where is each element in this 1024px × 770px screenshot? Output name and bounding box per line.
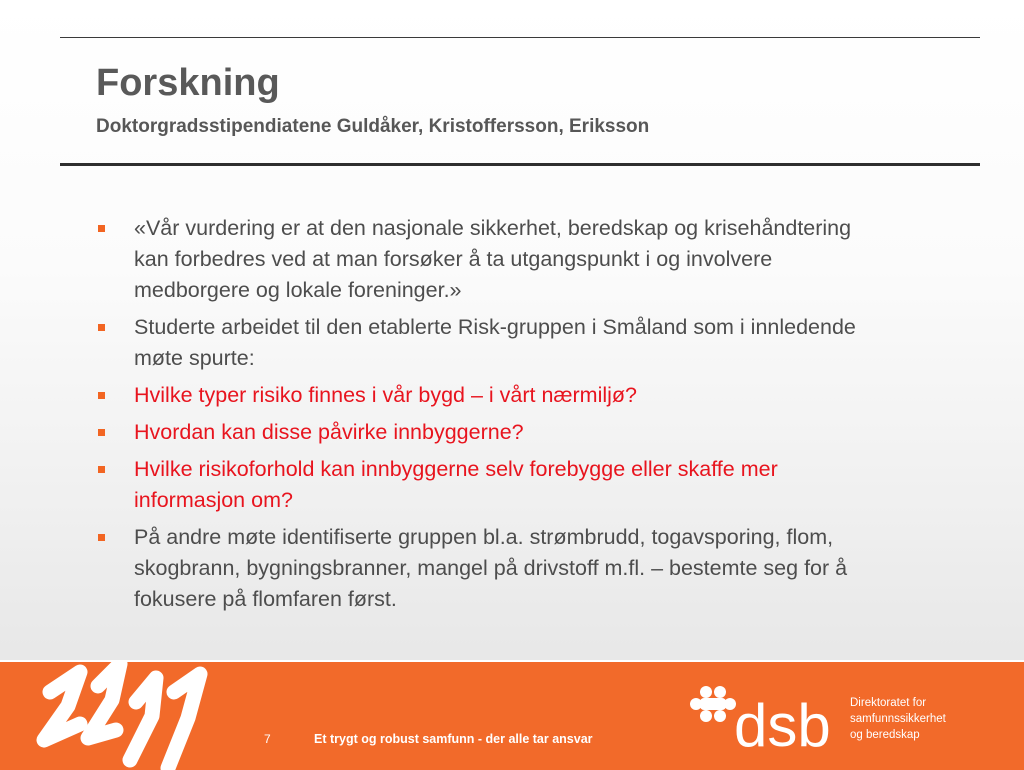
bullet-text: På andre møte identifiserte gruppen bl.a. strømbrudd, togavsporing, flom, skogbrann, bygningsbranner, mangel på drivstoff m.fl. – bestemte seg for å fokusere på flomfaren først. xyxy=(134,525,848,611)
bullet-item xyxy=(96,522,886,615)
bullet-text: «Vår vurdering er at den nasjonale sikkerhet, beredskap og krisehåndtering kan forbedres ved at man forsøker å ta utgangspunkt i og involvere medborgere og lokale foreninger.» xyxy=(134,216,852,302)
dsb-tagline-line: Direktoratet for xyxy=(850,697,927,709)
page-title: Forskning xyxy=(96,62,280,104)
dsb-wordmark: dsb xyxy=(734,692,831,754)
bullet-marker-icon xyxy=(98,429,105,436)
dsb-logo-icon xyxy=(682,674,842,754)
bullet-marker-icon xyxy=(98,324,105,331)
bullet-item xyxy=(96,454,886,516)
dsb-tagline-line: og beredskap xyxy=(850,729,920,741)
bullet-text: Studerte arbeidet til den etablerte Risk-gruppen i Småland som i innledende møte spurte: xyxy=(134,315,856,370)
dsb-tagline-line: samfunnssikkerhet xyxy=(850,713,946,725)
bullet-list xyxy=(96,213,886,621)
footer-slogan: Et trygt og robust samfunn - der alle tar ansvar xyxy=(314,732,593,746)
bullet-marker-icon xyxy=(98,392,105,399)
bullet-item xyxy=(96,312,886,374)
dsb-tagline xyxy=(850,695,990,743)
bullet-item xyxy=(96,380,886,411)
bullet-text: Hvilke risikoforhold kan innbyggerne selv forebygge eller skaffe mer informasjon om? xyxy=(134,457,778,512)
page-number: 7 xyxy=(264,732,271,746)
bullet-marker-icon xyxy=(98,466,105,473)
footer-bar xyxy=(0,660,1024,770)
bullet-text: Hvilke typer risiko finnes i vår bygd – i vårt nærmiljø? xyxy=(134,383,638,407)
title-divider xyxy=(60,163,980,166)
bullet-item xyxy=(96,417,886,448)
bullet-item xyxy=(96,213,886,306)
page-subtitle: Doktorgradsstipendiatene Guldåker, Kristoffersson, Eriksson xyxy=(96,116,650,137)
bullet-marker-icon xyxy=(98,225,105,232)
bullet-text: Hvordan kan disse påvirke innbyggerne? xyxy=(134,420,524,444)
decorative-logo-icon xyxy=(28,662,218,770)
bullet-marker-icon xyxy=(98,534,105,541)
top-rule xyxy=(60,37,980,38)
